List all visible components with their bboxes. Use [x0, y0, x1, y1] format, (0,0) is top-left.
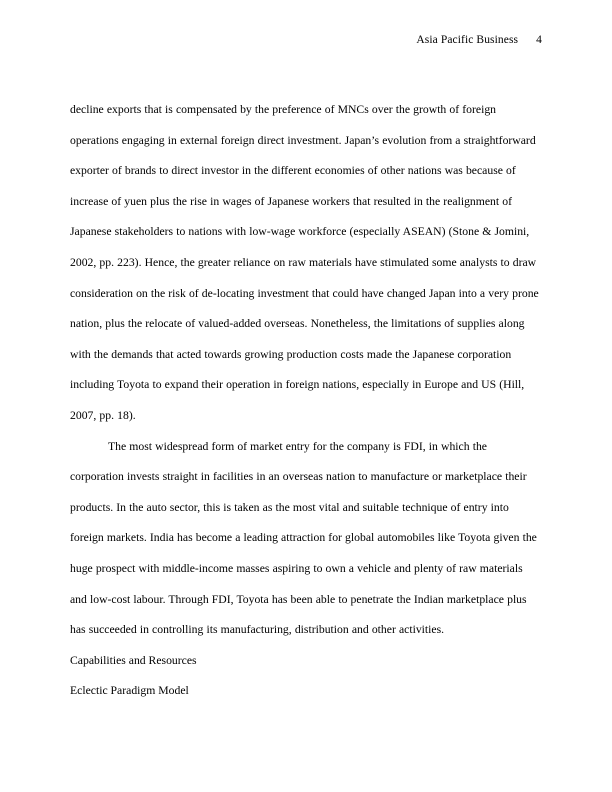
document-body	[70, 95, 542, 707]
body-paragraph: decline exports that is compensated by the preference of MNCs over the growth of foreign operations engaging in external foreign direct investment. Japan’s evolution from a straightforward exporter of brands to direct investor in the different economies of other nations was because of increase of yuen plus the rise in wages of Japanese workers that resulted in the realignment of Japanese stakeholders to nations with low-wage workforce (especially ASEAN) (Stone & Jomini, 2002, pp. 223). Hence, the greater reliance on raw materials have stimulated some analysts to draw consideration on the risk of de-locating investment that could have changed Japan into a very prone nation, plus the relocate of valued-added overseas. Nonetheless, the limitations of supplies along with the demands that acted towards growing production costs made the Japanese corporation including Toyota to expand their operation in foreign nations, especially in Europe and US (Hill, 2007, pp. 18).	[70, 103, 539, 422]
page-header	[70, 33, 542, 47]
page-number: 4	[536, 34, 542, 46]
section-heading: Capabilities and Resources	[70, 653, 197, 667]
header-title: Asia Pacific Business	[416, 34, 519, 46]
body-paragraph: The most widespread form of market entry for the company is FDI, in which the corporation invests straight in facilities in an overseas nation to manufacture or marketplace their products. In the auto sector, this is taken as the most vital and suitable technique of entry into foreign markets. India has become a leading attraction for global automobiles like Toyota given the huge prospect with middle-income masses aspiring to own a vehicle and plenty of raw materials and low-cost labour. Through FDI, Toyota has been able to penetrate the Indian marketplace plus has succeeded in controlling its manufacturing, distribution and other activities.	[70, 439, 537, 637]
section-heading: Eclectic Paradigm Model	[70, 684, 189, 698]
